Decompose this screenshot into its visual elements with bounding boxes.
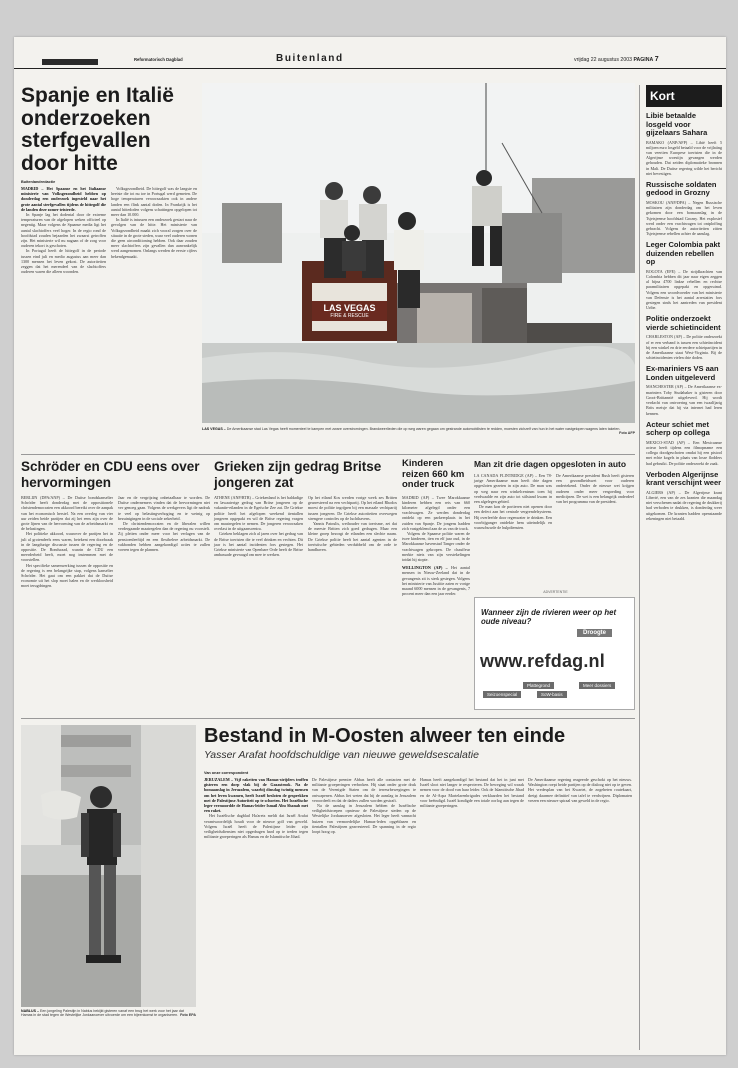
photo-credit: Foto EPA: [180, 1013, 196, 1018]
ad-tag-sow-basis[interactable]: SoW-basis: [537, 691, 567, 698]
photo-caption-main: [202, 427, 635, 439]
section-rule: [21, 454, 635, 455]
article-paragraph: Hamas heeft aangekondigd het bestand dat het in juni met Israël sloot niet langer te respecteren. De beweging wil wraak nemen voor de dood van haar leider. Ook de Islamitische Jihad en de Al-Aqsa Martelarenbrigades verklaarden het bestand voor beëindigd. Israël kondigde een totale oorlog aan tegen de militante groeperingen.: [420, 777, 524, 809]
photo-nablus: [21, 725, 196, 1007]
article-column: [214, 495, 303, 715]
photo-las-vegas: [202, 83, 635, 423]
article-paragraph: ATHENE (ANP/RTR) – Griekenland is het baldadige en lawaaierige gedrag van Britse jongeren op de vakantie-eilanden in de Egeïsche Zee zat. De Griekse politie heeft het afgelopen weekend tientallen jongeren opgepakt en wil de Britse regering vragen om maatregelen te nemen. De jongeren veroorzaken overlast in de uitgaanscentra.: [214, 495, 303, 532]
newspaper-page: [14, 37, 726, 1055]
nablus-photo-image: [21, 725, 196, 1007]
article-paragraph: Na de aanslag in Jeruzalem hebben de Israëlische veiligheidstroepen opnieuw de Palestijnse steden op de Westelijke Jordaanoever afgesloten. Het leger heeft vannacht huizen van vermoedelijke Hamas-leden opgeblazen en tientallen Palestijnen gearresteerd. De spanning in de regio loopt hoog op.: [312, 803, 416, 835]
article-column: [111, 186, 197, 444]
header-bar: [14, 37, 726, 71]
header-date-text: vrijdag 22 augustus 2003: [574, 57, 632, 63]
article-paragraph: Yannis Patoulis, wethouder van toerisme, zei dat de meeste Britten zich goed gedragen. Maar een kleine groep bezorgt de eilanden een slechte naam. De Griekse politie heeft het aantal agenten in de toeristische gebieden verdubbeld om de orde te handhaven.: [308, 521, 397, 553]
article-headline: Grieken zijn gedrag Britse jongeren zat: [214, 459, 382, 490]
article-paragraph: Het specifieke samenwerking tussen de oppositie en de regering is een belangrijke stap, volgens kanselier Schröder. Het gaat om een pakket dat de Duitse economie uit het slop moet halen en de werkloosheid moet terugdringen.: [21, 562, 113, 589]
caption-text: Een jongeling Palestijn in Nablus bekijkt gisteren vanaf een brug het werk voor het jaar dat Hamas in de stad tegen de Westelijke Jordaanoever uitvoerde om een bijeenkomst te organiseren.: [21, 1009, 184, 1018]
caption-lead: LAS VEGAS –: [202, 427, 226, 431]
article-paragraph: Grieken beklagen zich al jaren over het gedrag van de Britse toeristen die te veel drinken en vechten. Dit jaar is het aantal incidenten fors gestegen. Het Griekse ministerie van Openbare Orde heeft de Britse ambassade gevraagd om mee te werken.: [214, 531, 303, 558]
article-schroder: [21, 459, 210, 714]
article-subheadline: Yasser Arafat hoofdschuldige van nieuwe geweldsescalatie: [204, 749, 479, 761]
header-rule-left: [42, 59, 98, 65]
article-column: [21, 186, 106, 444]
fire-truck-sign: [312, 301, 387, 321]
kort-item-text: ALGIERS (AP) – De Algerijnse krant Liberté, een van de zes kranten die maandag niet verschenen nadat de regering de drukkerij had verboden te drukken, is donderdag weer uitgekomen. De kranten hadden openstaande rekeningen niet betaald.: [646, 489, 722, 521]
article-paragraph: JERUZALEM – Vijf raketten van Hamas-strijders troffen gisteren een dorp vlak bij de Gazastrook. Na de bomaanslag in Jeruzalem, waarbij dinsdag twintig mensen om het leven kwamen, heeft Israël besloten de gesprekken met de Palestijnse Autoriteit op te schorten. Het Israëlische leger vermoordde de Hamas-leider Ismail Abu Shanab met een raket.: [204, 777, 308, 814]
kort-item-heading: Politie onderzoekt vierde schietincident: [646, 314, 721, 332]
header-rule: [14, 68, 726, 69]
article-kinderen: [402, 459, 470, 714]
photo-credit: Foto AFP: [619, 431, 635, 436]
caption-text: De Amerikaanse stad Las Vegas heeft momenteel te kampen met zware overstromingen. Brandweerlieden die op weg waren gegaan om gestrande automobilisten te redden, moesten zichzelf van hun in het water vastgelopen wagens laten takelen.: [226, 427, 621, 431]
article-column: [420, 777, 524, 1047]
ad-question: Wanneer zijn de rivieren weer op het oude niveau?: [481, 608, 617, 626]
kort-item-text: MEXICO-STAD (AP) – Een Mexicaanse acteur heeft tijdens een filmopname een collega doodgeschoten omdat hij een pistool met echte kogels in plaats van losse flodders had gebruikt. De politie onderzoekt de zaak.: [646, 439, 722, 466]
article-byline: Buitenlandredactie: [21, 180, 56, 184]
kort-item: [646, 112, 722, 176]
article-paragraph: Volksgezondheid. De hittegolf was de langste en heetste die tot nu toe in Portugal werd gemeten. De hoge temperaturen veroorzaakten ook in andere landen een flink aantal doden. In Frankrijk is het aantal hittedoden volgens schattingen opgelopen tot meer dan 10.000.: [111, 186, 197, 218]
kort-title-bar: [646, 85, 722, 107]
newspaper-name: Reformatorisch Dagblad: [134, 57, 183, 62]
kort-item-heading: Acteur schiet met scherp op collega: [646, 419, 710, 438]
article-column: [21, 495, 113, 715]
kort-item-text: CHARLESTON (AP) – De politie onderzoekt of er een verband is tussen een schietincident bij een winkel en drie eerdere schietpartijen in de Amerikaanse staat West-Virginia. Bij de schietincidenten vielen drie doden.: [646, 334, 722, 361]
article-paragraph: Jaar en de vergrijzing onbetaalbaar te worden. De Duitse ondernemers vinden dat de hervormingen niet ver genoeg gaan. Volgens de werkgevers ligt de nadruk te veel op belastingverhoging en te weinig op bezuinigingen in de sociale zekerheid.: [118, 495, 210, 521]
article-paragraph: De Palestijnse premier Abbas heeft alle contacten met de militante groeperingen verbroken. Hij staat onder grote druk van de Verenigde Staten om de terreurbewegingen te ontwapenen. Abbas liet weten dat hij de aanslag in Jeruzalem veroordeelt en dat de daders zullen worden gestraft.: [312, 777, 416, 803]
article-paragraph: Het Israëlische dagblad Ha'aretz meldt dat Israël Arafat verantwoordelijk houdt voor de nieuwe golf van geweld. Volgens Israël heeft de Palestijnse leider zijn veiligheidsdiensten niet opgedragen hard op te treden tegen militante groeperingen als Hamas en de Islamitische Jihad.: [204, 813, 308, 840]
section-rule: [21, 718, 635, 719]
article-paragraph: BERLIJN (DPA/ANP) – De Duitse bondskanselier Schröder heeft donderdag met de oppositionele christendemocraten een akkoord bereikt over de aanpak van het economisch herstel. Na een overleg van vier uur zeiden beide partijen dat zij het eens zijn over de grote lijnen van de hervorming van de arbeidsmarkt en de belastingen.: [21, 495, 113, 532]
header-date: [574, 56, 659, 63]
paragraph-text: Het aantal mensen in Nieuw-Zeeland dat in de gevangenis zit is sterk gestegen. Volgens het ministerie van Justitie zaten er vorige maand 6000 mensen in de gevangenis, 7 procent meer dan een jaar eerder.: [402, 565, 470, 597]
article-paragraph: Volgens de Spaanse politie waren de twee kinderen, tien en elf jaar oud, in de Marokkaanse havenstad Tanger onder de vrachtwagen gekropen. De chauffeur merkte niets van zijn verstekelingen totdat hij stopte.: [402, 530, 470, 562]
kort-item-text: MOSKOU (ANP/DPA) – Negen Russische militairen zijn donderdag om het leven gekomen door een bomaanslag in de Tsjetsjeense hoofdstad Grozny. Het explosief werd onder een vrachtwagen tot ontploffing gebracht. Volgens de autoriteiten zitten Tsjetsjeense rebellen achter de aanslag.: [646, 199, 722, 237]
article-middle-east: [204, 725, 635, 1050]
article-byline: Van onze correspondent: [204, 771, 249, 775]
dateline: WELLINGTON (AP) –: [402, 565, 448, 571]
article-column: [308, 495, 397, 715]
kort-item-text: BOGOTA (EFE) – De strijdkrachten van Colombia hebben dit jaar naar eigen zeggen al bijna 4700 linkse rebellen en rechtse paramilitairen opgepakt en opgeruimd. Volgens een woordvoerder van het ministerie van Defensie is het aantal arrestaties fors gestegen sinds het aantreden van president Uribe.: [646, 268, 722, 311]
article-paragraph: In Italië is intussen een onderzoek gestart naar de gevolgen van de hitte. Het ministerie van Volksgezondheid maakt zich vooral zorgen over de situatie in de grote steden, waar veel ouderen wonen die geen airconditioning hebben. Ook daar zouden meer slachtoffers zijn gevallen dan aanvankelijk werd aangenomen. Onlangs werden de eerste cijfers bekendgemaakt.: [111, 217, 197, 259]
article-paragraph: Het politieke akkoord, waarover de partijen het in juli al grotendeels eens waren, betekent een doorbraak in de langdurige discussie tussen de regering en de oppositie. De Bondsraad, waarin de CDU een meerderheid heeft, moet nog instemmen met de voorstellen.: [21, 531, 113, 563]
ad-url[interactable]: www.refdag.nl: [480, 651, 605, 671]
sign-line-2: FIRE & RESCUE: [330, 313, 369, 319]
article-spain-italy: [21, 85, 197, 452]
article-paragraph: De man kon de portieren niet openen door een defect aan het centrale vergrendelsysteem. Hij overleefde door regenwater te drinken. Een voorbijganger ontdekte hem uiteindelijk en waarschuwde de hulpdiensten.: [474, 504, 552, 531]
ad-tag-meer-dossiers[interactable]: Meer dossiers: [579, 682, 615, 689]
article-headline: Kinderen reizen 660 km onder truck: [402, 458, 465, 490]
header-page-label: PAGINA: [633, 57, 654, 63]
article-column: [528, 777, 632, 1047]
article-headline: Spanje en Italië onderzoeken sterfgevallen door hitte: [21, 84, 174, 175]
ad-tag-plattegrond[interactable]: Plattegrond: [523, 682, 554, 689]
article-headline: Schröder en CDU eens over hervormingen: [21, 459, 200, 490]
article-greece: [214, 459, 397, 714]
kort-item-heading: Russische soldaten gedood in Grozny: [646, 179, 717, 198]
article-column: [474, 473, 552, 583]
section-title: Buitenland: [276, 53, 344, 64]
sidebar-divider: [639, 85, 640, 1050]
article-paragraph: In Portugal heeft de hittegolf in de periode tussen eind juli en medio augustus aan meer dan 1300 mensen het leven gekost. De autoriteiten zeggen dat het merendeel van de slachtoffers ouderen waren die alleen woonden.: [21, 248, 106, 275]
kort-item-heading: Libië betaalde losgeld voor gijzelaars Sahara: [646, 111, 708, 137]
kort-item: [646, 315, 722, 360]
article-column: [556, 473, 634, 583]
article-column: [402, 495, 470, 710]
article-headline: Bestand in M-Oosten alweer ten einde: [204, 725, 566, 747]
article-paragraph: LA CANADA FLINTRIDGE (AP) – Een 78-jarige Amerikaanse man heeft drie dagen opgesloten gezeten in zijn auto. De man was op weg naar een winkelcentrum toen hij verdwaalde en zijn auto tot stilstand kwam in een afgelegen gebied.: [474, 473, 552, 505]
kort-item: [646, 365, 722, 415]
article-paragraph: Op het eiland Kos werden vorige week zes Britten gearresteerd na een vechtpartij. Op het eiland Rhodos moest de politie ingrijpen bij een massale vechtpartij tussen jongeren. De Griekse autoriteiten overwegen strengere controles op de luchthavens.: [308, 495, 397, 521]
kort-item-heading: Leger Colombia pakt duizenden rebellen op: [646, 240, 721, 267]
kort-item-text: MANCHESTER (AP) – De Amerikaanse ex-mariniers Toby Studabaker is gisteren door Groot-Brittannië uitgeleverd. Hij wordt verdacht van ontvoering van een twaalfjarig Brits meisje dat hij via internet had leren kennen.: [646, 384, 722, 416]
refdag-advertisement[interactable]: [474, 590, 635, 710]
article-column: [118, 495, 210, 715]
kort-item: [646, 421, 722, 466]
article-headline: Man zit drie dagen opgesloten in auto: [474, 459, 627, 469]
kort-item-heading: Ex-mariniers VS aan Londen uitgeleverd: [646, 364, 719, 382]
article-paragraph: De christendemocraten en de liberalen willen verdergaande maatregelen dan de regering nu voorstelt. Zij pleiten onder meer voor het verlagen van de pensioenleeftijd en een flexibelere arbeidsmarkt. De vakbonden hebben aangekondigd acties te zullen voeren tegen de plannen.: [118, 521, 210, 553]
kort-item: [646, 181, 722, 236]
article-paragraph: In Spanje lag het dodental door de extreme temperaturen van de afgelopen weken officieel op negentig. Maar volgens de Spaanse media ligt het aantal slachtoffers veel hoger. In de regio rond de hoofdstad zouden bejaarden het zwaarst getroffen zijn. Het ministerie wil nu nagaan of de zorg voor ouderen tekort is geschoten.: [21, 212, 106, 249]
kort-item-heading: Verboden Algerijnse krant verschijnt weer: [646, 469, 722, 488]
kort-item-text: BAMAKO (ANP/AFP) – Libië heeft 5 miljoen euro losgeld betaald voor de vrijlating van veertien Europese toeristen die in de Algerijnse woestijn gevangen werden gehouden. Dat zeiden diplomatieke bronnen in Mali. De Duitse regering wilde het bericht niet bevestigen.: [646, 139, 722, 176]
article-paragraph: MADRID – Het Spaanse en het Italiaanse ministerie van Volksgezondheid hebben op donderdag een onderzoek ingesteld naar het grote aantal sterfgevallen tijdens de hittegolf die de landen deze zomer teisterde.: [21, 186, 106, 212]
article-man-opgesloten: [474, 459, 635, 594]
kort-item: [646, 241, 722, 310]
article-paragraph: MADRID (AP) – Twee Marokkaanse kinderen hebben een reis van 660 kilometer afgelegd onder een vrachtwagen. Ze werden donderdag ontdekt op een parkeerplaats in het zuiden van Spanje. De jongens hadden zich vastgeklemd aan de as van de truck.: [402, 494, 470, 531]
ad-tag-seizoenspecial[interactable]: Seizoenspecial: [483, 691, 521, 698]
ad-label: ADVERTENTIE: [543, 590, 568, 594]
article-column: [312, 777, 416, 1047]
sign-line-1: LAS VEGAS: [323, 303, 376, 313]
kort-item: [646, 471, 722, 521]
ad-pill-droogte[interactable]: Droogte: [577, 629, 612, 637]
article-paragraph: De Amerikaanse president Bush heeft gisteren een gezondheidswet voor ouderen ondertekend. Onder de nieuwe wet krijgen ouderen onder meer vergoeding voor medicijnen. De wet is een belangrijk onderdeel van het programma van de president.: [556, 473, 634, 505]
photo-caption-bottom: [21, 1009, 196, 1031]
header-page-number: 7: [654, 56, 659, 63]
article-column: [204, 777, 308, 1047]
article-paragraph: [402, 565, 470, 596]
caption-lead: NABLUS –: [21, 1009, 39, 1013]
flood-photo-image: [202, 83, 635, 423]
kort-title: Kort: [650, 89, 675, 103]
kort-sidebar: [646, 85, 722, 1050]
article-paragraph: De Amerikaanse regering reageerde geschokt op het nieuws. Washington roept beide partijen op de dialoog niet op te geven. Het vredesplan van het Kwartet, de zogeheten routekaart, dreigt daarmee definitief van tafel te verdwijnen. Diplomaten vrezen een nieuwe spiraal van geweld in de regio.: [528, 777, 632, 803]
